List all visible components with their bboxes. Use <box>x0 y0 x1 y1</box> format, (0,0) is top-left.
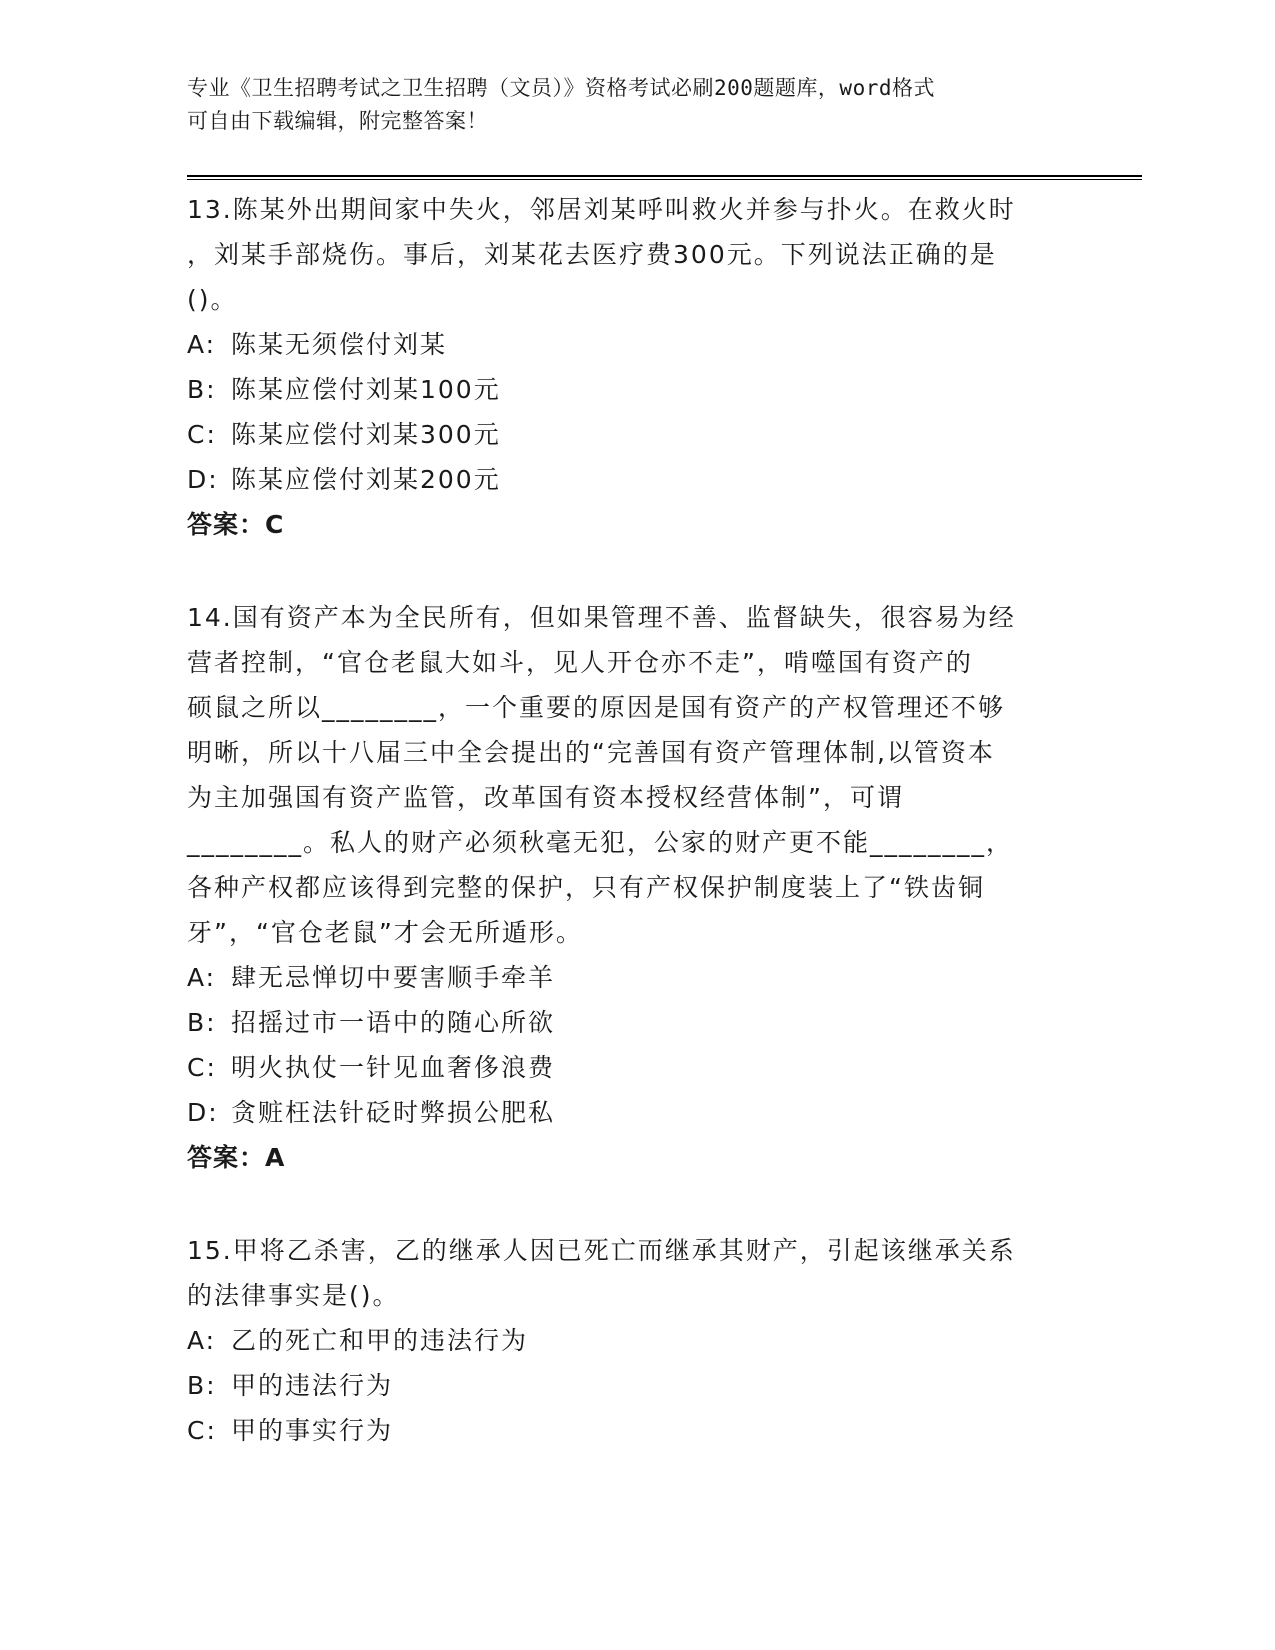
option-b <box>187 367 1142 412</box>
question-15 <box>187 1228 1142 1453</box>
option-text: 肆无忌惮切中要害顺手牵羊 <box>231 963 556 992</box>
option-a <box>187 1318 1142 1363</box>
option-c <box>187 412 1142 457</box>
option-key: B: <box>187 1371 217 1400</box>
option-c <box>187 1408 1142 1453</box>
option-key: A: <box>187 1326 217 1355</box>
question-stem-line: 明晰，所以十八届三中全会提出的“完善国有资产管理体制,以管资本 <box>187 738 995 767</box>
option-key: B: <box>187 375 217 404</box>
answer-label: 答案：C <box>187 510 285 539</box>
option-b <box>187 1363 1142 1408</box>
option-key: C: <box>187 1053 217 1082</box>
question-stem-line: 营者控制，“官仓老鼠大如斗，见人开仓亦不走”，啃噬国有资产的 <box>187 648 973 677</box>
question-13 <box>187 187 1142 547</box>
header-line-2: 可自由下载编辑，附完整答案！ <box>187 109 488 133</box>
option-text: 陈某应偿付刘某100元 <box>231 375 501 404</box>
option-d <box>187 1090 1142 1135</box>
option-text: 甲的违法行为 <box>231 1371 394 1400</box>
option-text: 甲的事实行为 <box>231 1416 394 1445</box>
question-14 <box>187 595 1142 1180</box>
header-rule-thick <box>187 175 1142 177</box>
question-stem-line: 14.国有资产本为全民所有，但如果管理不善、监督缺失，很容易为经 <box>187 603 1016 632</box>
question-stem-line: 各种产权都应该得到完整的保护，只有产权保护制度装上了“铁齿铜 <box>187 873 985 902</box>
option-d <box>187 457 1142 502</box>
question-stem-line: 牙”，“官仓老鼠”才会无所遁形。 <box>187 918 583 947</box>
option-c <box>187 1045 1142 1090</box>
option-key: C: <box>187 1416 217 1445</box>
option-key: A: <box>187 963 217 992</box>
option-b <box>187 1000 1142 1045</box>
option-text: 明火执仗一针见血奢侈浪费 <box>231 1053 556 1082</box>
option-text: 陈某应偿付刘某200元 <box>231 465 501 494</box>
header-rule-thin <box>187 179 1142 180</box>
document-page <box>187 72 1142 1453</box>
answer-label: 答案：A <box>187 1143 286 1172</box>
question-stem-line: ，刘某手部烧伤。事后，刘某花去医疗费300元。下列说法正确的是 <box>187 240 997 269</box>
option-text: 招摇过市一语中的随心所欲 <box>231 1008 556 1037</box>
option-key: A: <box>187 330 217 359</box>
option-a <box>187 322 1142 367</box>
question-stem-line: 的法律事实是()。 <box>187 1281 400 1310</box>
option-text: 陈某应偿付刘某300元 <box>231 420 501 449</box>
option-key: D: <box>187 1098 219 1127</box>
option-key: B: <box>187 1008 217 1037</box>
question-stem-line: ()。 <box>187 285 238 314</box>
option-text: 乙的死亡和甲的违法行为 <box>231 1326 529 1355</box>
question-stem-line: ________。私人的财产必须秋毫无犯，公家的财产更不能________， <box>187 828 1014 857</box>
question-stem-line: 硕鼠之所以________，一个重要的原因是国有资产的产权管理还不够 <box>187 693 1006 722</box>
option-a <box>187 955 1142 1000</box>
option-key: C: <box>187 420 217 449</box>
option-text: 陈某无须偿付刘某 <box>231 330 448 359</box>
document-header <box>187 72 1067 138</box>
option-text: 贪赃枉法针砭时弊损公肥私 <box>231 1098 556 1127</box>
question-stem-line: 13.陈某外出期间家中失火，邻居刘某呼叫救火并参与扑火。在救火时 <box>187 195 1016 224</box>
question-stem-line: 为主加强国有资产监管，改革国有资本授权经营体制”，可谓 <box>187 783 904 812</box>
question-stem-line: 15.甲将乙杀害，乙的继承人因已死亡而继承其财产，引起该继承关系 <box>187 1236 1016 1265</box>
option-key: D: <box>187 465 219 494</box>
header-line-1: 专业《卫生招聘考试之卫生招聘（文员）》资格考试必刷200题题库，word格式 <box>187 76 935 100</box>
